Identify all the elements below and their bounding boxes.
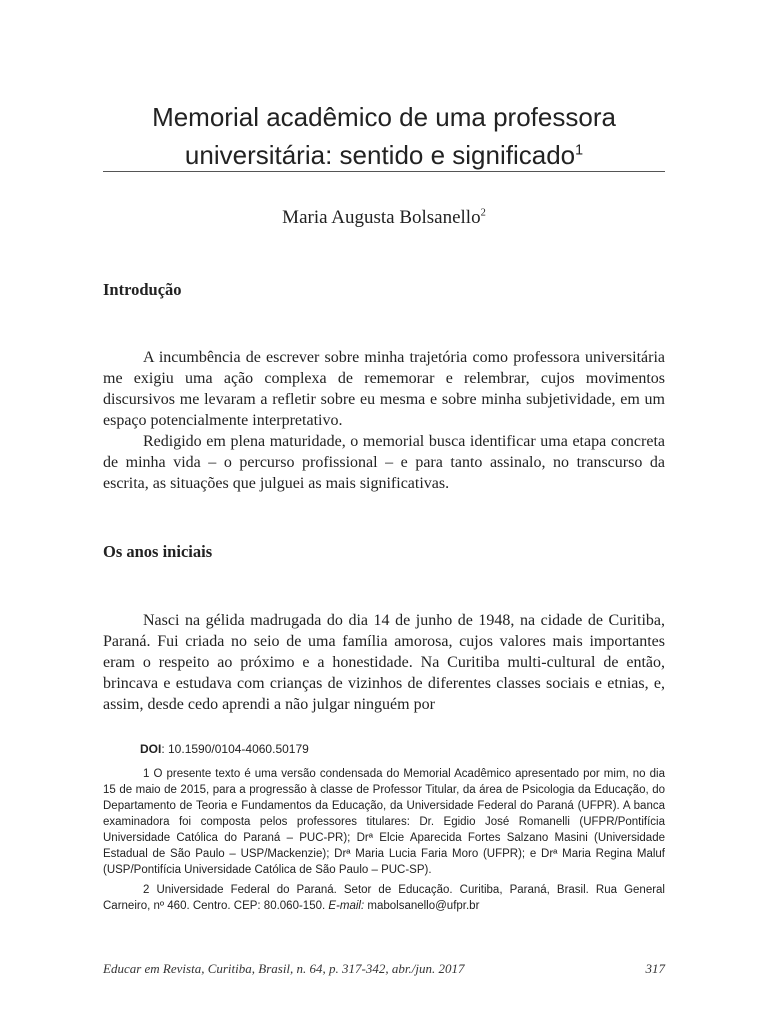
doi-value[interactable]: : 10.1590/0104-4060.50179 [161, 742, 309, 756]
paragraph: Redigido em plena maturidade, o memorial busca identificar uma etapa concreta de minha vida – o percurso profissional – e para tanto assinalo, no transcurso da escrita, as situações que julguei as mais significativas. [103, 433, 665, 492]
running-footer-citation: Educar em Revista, Curitiba, Brasil, n. 64, p. 317-342, abr./jun. 2017 [103, 961, 465, 976]
footnote-2-text: 2 Universidade Federal do Paraná. Setor de Educação. Curitiba, Paraná, Brasil. Rua General Carneiro, nº 460. Centro. CEP: 80.060-150. [103, 884, 665, 912]
title-line-2 [103, 136, 665, 174]
author-footnote-ref[interactable]: 2 [480, 207, 486, 219]
doi-label: DOI [140, 742, 162, 756]
email-link[interactable]: mabolsanello@ufpr.br [364, 900, 480, 912]
doi-line [140, 741, 309, 757]
author-line [103, 205, 665, 231]
section-heading-os-anos-iniciais: Os anos iniciais [103, 542, 213, 561]
paragraph: Nasci na gélida madrugada do dia 14 de junho de 1948, na cidade de Curitiba, Paraná. Fui criada no seio de uma família amorosa, cujos valores mais importantes eram o respeito ao próximo e a honestidade. Na Curitiba multi-cultural de então, brincava e estudava com crianças de vizinhos de diferentes classes sociais e etnias, e, assim, desde cedo aprendi a não julgar ninguém por [103, 612, 665, 713]
title-footnote-ref[interactable]: 1 [575, 142, 584, 159]
footnotes [103, 766, 665, 918]
page-number: 317 [645, 961, 665, 976]
article-title [103, 98, 665, 174]
footnote-2 [103, 882, 665, 914]
section-heading-introducao: Introdução [103, 280, 182, 299]
section-body-introducao [103, 347, 665, 494]
section-body-os-anos-iniciais [103, 610, 665, 715]
author-name: Maria Augusta Bolsanello [282, 207, 481, 228]
title-line-2-text: universitária: sentido e significado [184, 140, 576, 170]
title-divider [103, 171, 665, 172]
footnote-1: 1 O presente texto é uma versão condensada do Memorial Acadêmico apresentado por mim, no dia 15 de maio de 2015, para a progressão à classe de Professor Titular, da área de Psicologia da Educação, do Departamento de Teoria e Fundamentos da Educação, da Universidade Federal do Paraná (UFPR). A banca examinadora foi composta pelos professores titulares: Dr. Egidio José Romanelli (UFPR/Pontifícia Universidade Católica do Paraná – PUC-PR); Drª Elcie Aparecida Fortes Salzano Masini (Universidade Estadual de São Paulo – USP/Mackenzie); Drª Maria Lucia Faria Moro (UFPR); e Drª Maria Regina Maluf (USP/Pontifícia Universidade Católica de São Paulo – PUC-SP). [103, 768, 665, 876]
email-label: E-mail: [328, 900, 365, 912]
title-line-1: Memorial acadêmico de uma professora [152, 102, 616, 132]
paragraph: A incumbência de escrever sobre minha trajetória como professora universitária me exigiu uma ação complexa de rememorar e relembrar, cujos movimentos discursivos me levaram a refletir sobre eu mesma e sobre minha subjetividade, em um espaço potencialmente interpretativo. [103, 349, 665, 429]
